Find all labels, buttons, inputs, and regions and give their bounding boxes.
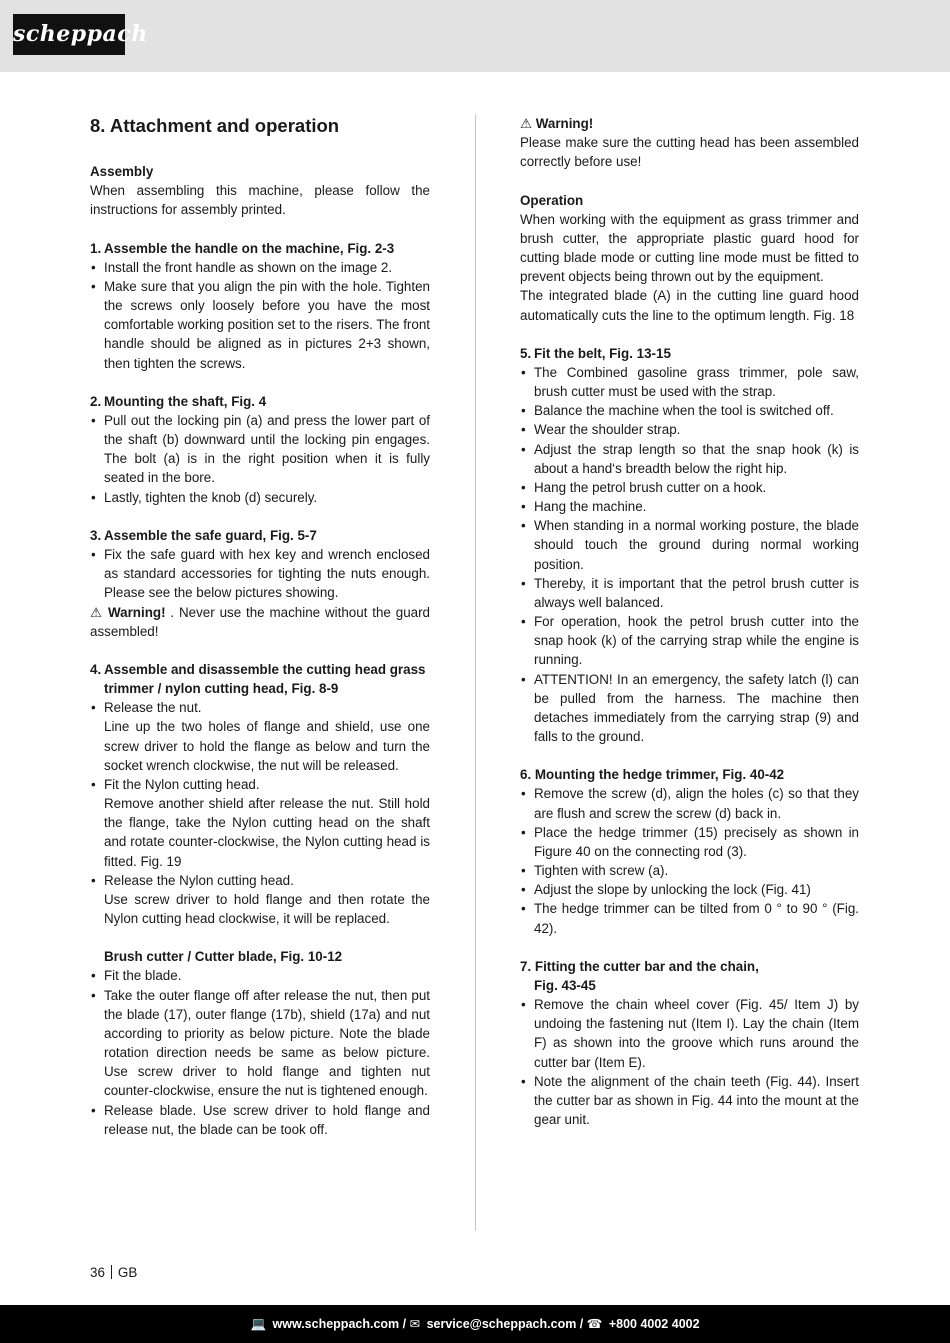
warning-label: ⚠ Warning! [90,604,166,620]
section-3-warning [90,603,430,641]
list-item-title: • Fit the Nylon cutting head. [104,776,260,792]
section-1-number: 1. [90,240,102,256]
brand-logo: scheppach [13,14,125,55]
list-item: • Adjust the slope by unlocking the lock (Fig. 41) [520,880,859,899]
language-code: GB [117,1265,138,1280]
list-item: • Remove the screw (d), align the holes (c) so that they are flush and screw the screw (d) back in. [520,784,859,822]
list-item [90,871,430,928]
list-item: • Balance the machine when the tool is switched off. [520,401,859,420]
list-item: • Adjust the strap length so that the snap hook (k) is about a hand‘s breadth below the right hip. [520,440,859,478]
header-bar [0,0,950,72]
list-item: • Wear the shoulder strap. [520,420,859,439]
brush-cutter-list [90,966,430,1138]
section-1-list [90,258,430,373]
list-item-detail: Use screw driver to hold flange and then rotate the Nylon cutting head clockwise, it will be replaced. [104,891,430,927]
list-item: • Install the front handle as shown on the image 2. [90,258,430,277]
phone-icon: ☎ [586,1317,603,1331]
section-3-number: 3. [90,527,102,543]
section-5-heading [520,344,859,363]
section-5-list [520,363,859,746]
list-item: • Tighten with screw (a). [520,861,859,880]
section-7-heading: 7. Fitting the cutter bar and the chain, [520,958,759,974]
list-item-detail: Remove another shield after release the nut. Still hold the flange, take the Nylon cutting head on the shaft and rotate counter-clockwise, the Nylon cutting head is fitted. Fig. 19 [104,796,430,869]
section-1-heading [90,239,430,258]
section-3-list [90,545,430,602]
warning-text: Please make sure the cutting head has been assembled correctly before use! [520,135,859,170]
operation-paragraph-1: When working with the equipment as grass trimmer and brush cutter, the appropriate plastic guard hood for cutting blade mode or cutting line mode must be fitted to prevent objects being thrown out by the equipment. [520,211,859,285]
phone-number: +800 4002 4002 [608,1317,700,1331]
list-item: • When standing in a normal working posture, the blade should touch the ground during normal working position. [520,516,859,573]
assembly-heading: Assembly [90,164,154,179]
list-item: • Thereby, it is important that the petrol brush cutter is always well balanced. [520,574,859,612]
list-item: • Hang the petrol brush cutter on a hook. [520,478,859,497]
list-item: • For operation, hook the petrol brush cutter into the snap hook (k) of the carrying strap while the engine is running. [520,612,859,669]
right-column [520,114,859,1129]
section-7-heading-line-2: Fig. 43-45 [534,977,596,993]
section-1-title: Assemble the handle on the machine, Fig. 2-3 [104,240,395,256]
operation-heading: Operation [520,192,584,208]
list-item: • Pull out the locking pin (a) and press the lower part of the shaft (b) downward until the locking pin engages. The bolt (a) is in the right position when it is fully seated in the bore. [90,411,430,488]
operation-paragraph-2: The integrated blade (A) in the cutting line guard hood automatically cuts the line to the optimum length. Fig. 18 [520,288,859,323]
section-4-title: Assemble and disassemble the cutting head grass trimmer / nylon cutting head, Fig. 8-9 [104,662,426,697]
list-item: • Release blade. Use screw driver to hold flange and release nut, the blade can be took off. [90,1101,430,1139]
list-item: • Take the outer flange off after release the nut, then put the blade (17), outer flange (17b), shield (17a) and nut according to priority as below picture. Note the blade rotation direction needs be same as below picture. Use screw driver to hold flange and tighten nut counter-clockwise, ensure the nut is tightened enough. [90,986,430,1101]
column-divider [475,114,476,1231]
computer-icon: 💻 [250,1317,267,1331]
left-column [90,114,430,1139]
section-5-number: 5. [520,345,532,361]
warning-text: . Never use the machine without the guard assembled! [90,604,430,639]
list-item: • The Combined gasoline grass trimmer, pole saw, brush cutter must be used with the strap. [520,363,859,401]
section-2-title: Mounting the shaft, Fig. 4 [104,393,267,409]
list-item: • Note the alignment of the chain teeth (Fig. 44). Insert the cutter bar as shown in Fig. 44 into the mount at the gear unit. [520,1072,859,1129]
list-item-title: • Release the nut. [104,700,202,716]
section-6-heading: 6. Mounting the hedge trimmer, Fig. 40-42 [520,767,785,783]
warning-heading: ⚠ Warning! [520,116,594,131]
list-item [90,698,430,775]
list-item: • The hedge trimmer can be tilted from 0 ° to 90 ° (Fig. 42). [520,899,859,937]
section-3-title: Assemble the safe guard, Fig. 5-7 [104,527,317,543]
list-item: • Fit the blade. [90,966,430,985]
page-separator [111,1265,112,1279]
section-4-heading [90,660,430,698]
section-2-heading [90,392,430,411]
section-6-list [520,784,859,937]
section-7-list [520,995,859,1129]
section-2-list [90,411,430,507]
list-item: • Place the hedge trimmer (15) precisely as shown in Figure 40 on the connecting rod (3). [520,823,859,861]
list-item: • Remove the chain wheel cover (Fig. 45/ Item J) by undoing the fastening nut (Item I). Lay the chain (Item F) as shown into the groove which runs around the cutter bar (Item E). [520,995,859,1072]
brush-cutter-heading: Brush cutter / Cutter blade, Fig. 10-12 [104,949,343,965]
email-link[interactable]: service@scheppach.com / [426,1317,584,1331]
section-4-list [90,698,430,928]
website-link[interactable]: www.scheppach.com / [272,1317,407,1331]
list-item: • Lastly, tighten the knob (d) securely. [90,488,430,507]
list-item: • Fix the safe guard with hex key and wrench enclosed as standard accessories for tighting the nuts enough. Please see the below pictures showing. [90,545,430,602]
list-item [90,775,430,871]
section-2-number: 2. [90,393,102,409]
list-item-title: • Release the Nylon cutting head. [104,872,294,888]
page-number: 36 [90,1265,105,1280]
contact-bar [0,1305,950,1343]
mail-icon: ✉ [409,1317,421,1331]
list-item: • Make sure that you align the pin with the hole. Tighten the screws only loosely before you have the most comfortable working position set to the risers. The front handle should be aligned as in pictures 2+3 shown, then tighten the screws. [90,277,430,373]
section-3-heading [90,526,430,545]
list-item: • Hang the machine. [520,497,859,516]
assembly-text: When assembling this machine, please follow the instructions for assembly printed. [90,183,430,218]
list-item: • ATTENTION! In an emergency, the safety latch (l) can be pulled from the harness. The machine then detaches immediately from the carrying strap (9) and falls to the ground. [520,670,859,747]
section-4-number: 4. [90,662,102,677]
page-footer [90,1264,137,1282]
page-title: 8. Attachment and operation [90,115,340,136]
list-item-detail: Line up the two holes of flange and shield, use one screw driver to hold the flange as below and turn the socket wrench clockwise, the nut will be released. [104,719,430,773]
section-5-title: Fit the belt, Fig. 13-15 [534,345,671,361]
